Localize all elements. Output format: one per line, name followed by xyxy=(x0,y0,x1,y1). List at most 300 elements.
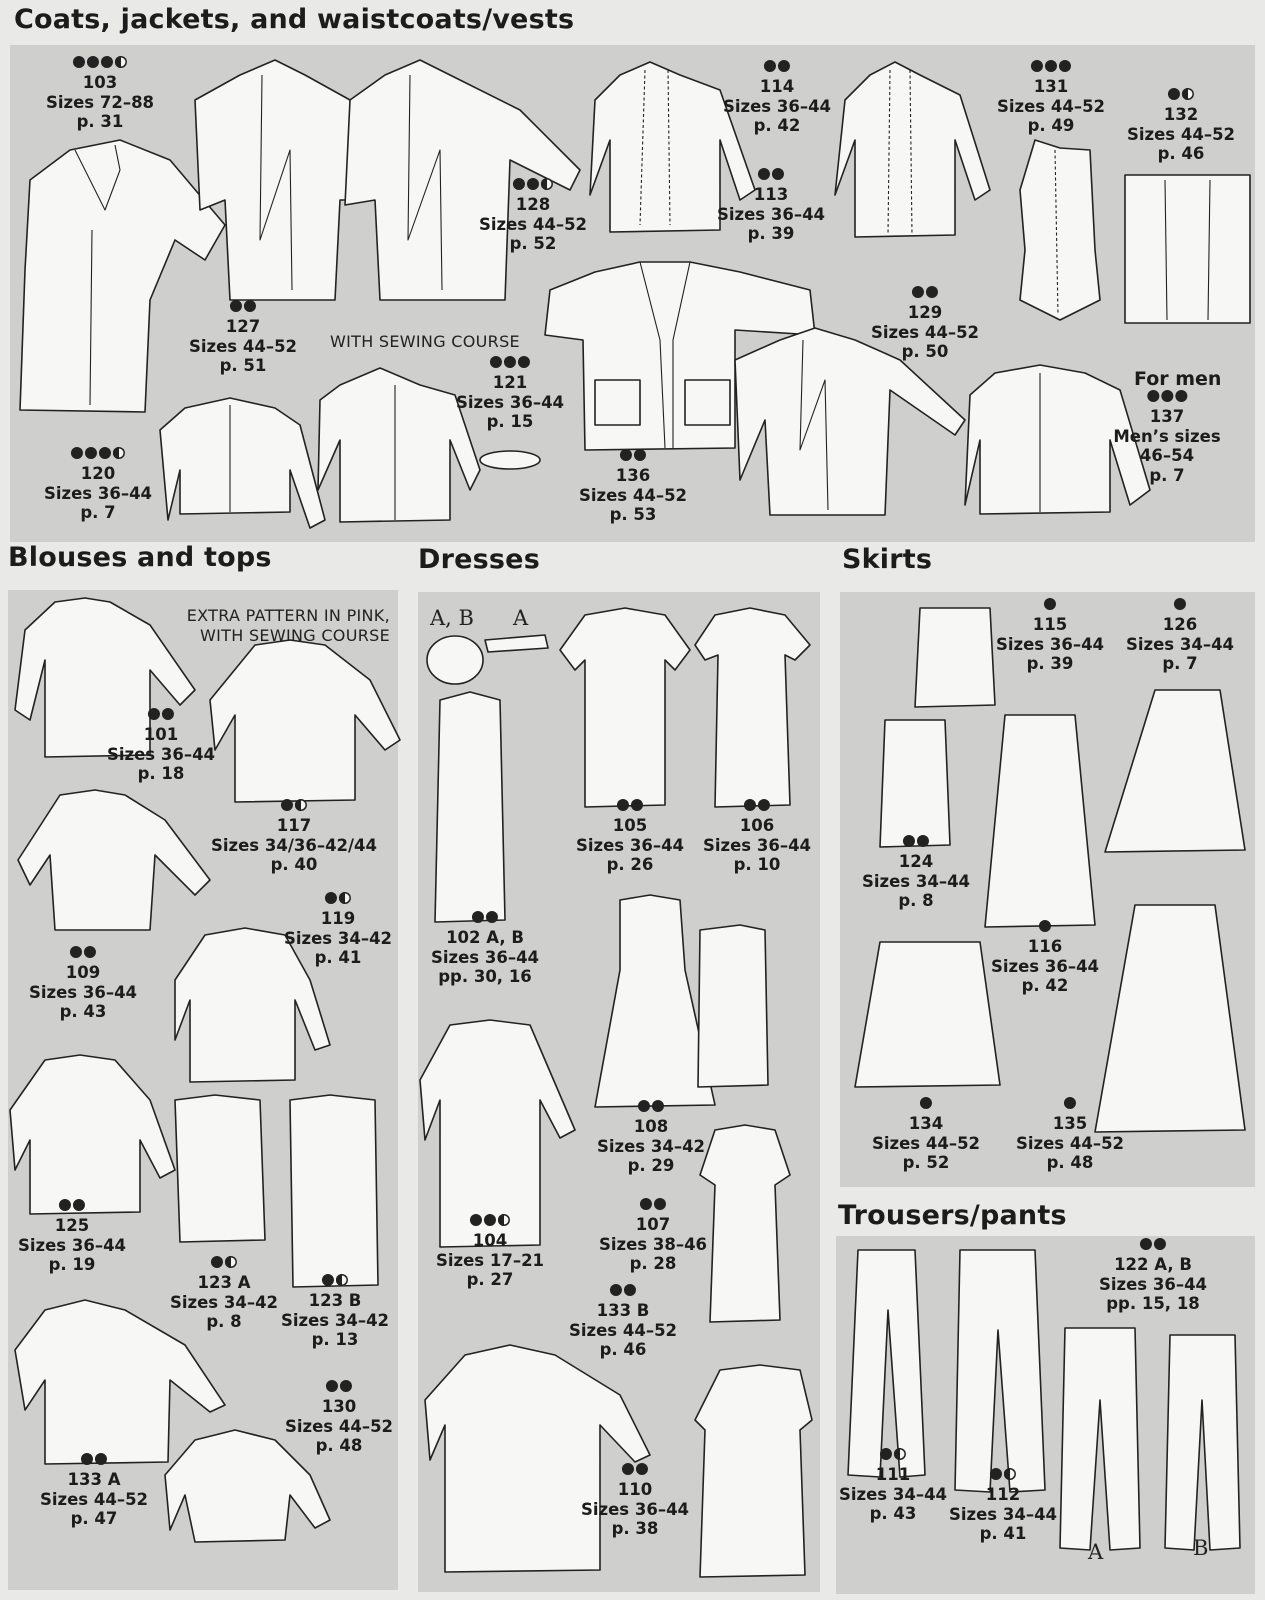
pattern-page: p. 31 xyxy=(76,112,124,131)
section-title-dresses: Dresses xyxy=(418,544,540,575)
pattern-number: 131 xyxy=(1033,77,1069,96)
dot-icon xyxy=(758,799,770,811)
pattern-sizes: Men’s sizes xyxy=(1113,426,1221,446)
half-dot-icon xyxy=(115,56,127,68)
dot-icon xyxy=(926,286,938,298)
dot-icon xyxy=(1175,390,1187,402)
difficulty-dots xyxy=(285,1380,393,1395)
dot-icon xyxy=(59,1199,71,1211)
pattern-number: 128 xyxy=(515,195,551,214)
difficulty-dots xyxy=(997,60,1105,75)
dot-icon xyxy=(1045,60,1057,72)
pattern-sizes: Sizes 36–44 xyxy=(1098,1274,1208,1294)
pattern-number: 102 A, B xyxy=(446,928,524,947)
difficulty-dots xyxy=(599,1198,707,1213)
pattern-badge-108 xyxy=(597,1100,705,1176)
pattern-page: p. 41 xyxy=(314,948,362,967)
pattern-sizes: Sizes 36–44 xyxy=(430,947,540,967)
difficulty-dots xyxy=(996,598,1104,613)
pattern-sizes: Sizes 44–52 xyxy=(188,336,298,356)
pattern-sizes: Sizes 34–44 xyxy=(1125,634,1235,654)
pattern-page: p. 28 xyxy=(629,1254,677,1273)
difficulty-dots xyxy=(576,799,684,814)
difficulty-dots xyxy=(431,911,539,926)
sketch-dress-106 xyxy=(695,608,810,807)
pattern-number: 133 B xyxy=(596,1301,650,1320)
pattern-sizes: Sizes 34–42 xyxy=(280,1310,390,1330)
half-dot-icon xyxy=(894,1448,906,1460)
difficulty-dots xyxy=(569,1284,677,1299)
sketch-jacket-120 xyxy=(160,398,325,528)
difficulty-dots xyxy=(284,892,392,907)
dot-icon xyxy=(622,1463,634,1475)
note-extra-pattern-line1: EXTRA PATTERN IN PINK, xyxy=(186,606,390,625)
pattern-page: p. 29 xyxy=(627,1156,675,1175)
dot-icon xyxy=(70,946,82,958)
dot-icon xyxy=(1039,920,1051,932)
pattern-sizes: Sizes 17–21 xyxy=(435,1250,545,1270)
pattern-badge-109 xyxy=(29,946,137,1022)
pattern-sizes: Sizes 38–46 xyxy=(598,1234,708,1254)
difficulty-dots xyxy=(436,1214,544,1229)
dot-icon xyxy=(634,449,646,461)
difficulty-dots xyxy=(991,920,1099,935)
sketch-dress-110b xyxy=(695,1365,812,1577)
dot-icon xyxy=(504,356,516,368)
pattern-sizes: Sizes 36–44 xyxy=(990,956,1100,976)
difficulty-dots xyxy=(1113,390,1220,405)
dot-icon xyxy=(1064,1097,1076,1109)
pattern-page: p. 38 xyxy=(611,1519,659,1538)
dot-icon xyxy=(610,1284,622,1296)
difficulty-dots xyxy=(581,1463,689,1478)
difficulty-dots xyxy=(723,60,831,75)
pattern-sizes: Sizes 44–52 xyxy=(1015,1133,1125,1153)
dot-icon xyxy=(912,286,924,298)
half-dot-icon xyxy=(339,892,351,904)
pattern-page: p. 40 xyxy=(270,855,318,874)
dot-icon xyxy=(470,1214,482,1226)
difficulty-dots xyxy=(1099,1238,1207,1253)
pattern-badge-131 xyxy=(997,60,1105,136)
sketch-top-125 xyxy=(10,1055,175,1214)
pattern-number: 129 xyxy=(907,303,943,322)
dot-icon xyxy=(490,356,502,368)
pattern-badge-105 xyxy=(576,799,684,875)
sketch-vest-131 xyxy=(1020,140,1100,320)
pattern-badge-130 xyxy=(285,1380,393,1456)
pattern-page: p. 48 xyxy=(315,1436,363,1455)
pattern-badge-101 xyxy=(107,708,215,784)
pattern-page: p. 46 xyxy=(1157,144,1205,163)
pattern-sizes: Sizes 34–44 xyxy=(838,1484,948,1504)
dot-icon xyxy=(162,708,174,720)
dot-icon xyxy=(1044,598,1056,610)
dot-icon xyxy=(1147,390,1159,402)
sketch-pants-122a xyxy=(1060,1328,1140,1550)
dot-icon xyxy=(527,178,539,190)
pattern-page: p. 47 xyxy=(70,1509,118,1528)
sketch-jacket-113 xyxy=(835,62,990,237)
pattern-number: 114 xyxy=(759,77,795,96)
pattern-badge-132 xyxy=(1127,88,1235,164)
pattern-sizes: Sizes 34–42 xyxy=(596,1136,706,1156)
pattern-badge-107 xyxy=(599,1198,707,1274)
dot-icon xyxy=(917,835,929,847)
difficulty-dots xyxy=(1127,88,1235,103)
pattern-number: 117 xyxy=(276,816,312,835)
pattern-page: p. 50 xyxy=(901,342,949,361)
dot-icon xyxy=(620,449,632,461)
section-title-skirts: Skirts xyxy=(842,544,933,575)
pattern-sizes: Sizes 44–52 xyxy=(578,485,688,505)
pattern-sizes: Sizes 36–44 xyxy=(455,392,565,412)
dot-icon xyxy=(638,1100,650,1112)
note-sewing-course: WITH SEWING COURSE xyxy=(330,332,520,351)
pattern-page: p. 43 xyxy=(59,1002,107,1021)
pattern-badge-104 xyxy=(436,1214,544,1290)
sketch-skirt-116 xyxy=(985,715,1095,927)
trousers-label-a: A xyxy=(1088,1540,1104,1564)
dress-label-a: A xyxy=(513,606,529,630)
pattern-number: 106 xyxy=(739,816,775,835)
dot-icon xyxy=(244,300,256,312)
difficulty-dots xyxy=(579,449,687,464)
pattern-sizes: Sizes 34–42 xyxy=(283,928,393,948)
dot-icon xyxy=(211,1256,223,1268)
sketch-top-123a xyxy=(175,1095,265,1242)
difficulty-dots xyxy=(170,1256,278,1271)
pattern-number: 101 xyxy=(143,725,179,744)
dot-icon xyxy=(640,1198,652,1210)
dot-icon xyxy=(654,1198,666,1210)
difficulty-dots xyxy=(871,286,979,301)
pattern-page: 46–54 xyxy=(1139,446,1195,465)
pattern-sizes: Sizes 44–52 xyxy=(284,1416,394,1436)
pattern-page: p. 26 xyxy=(606,855,654,874)
pattern-badge-127 xyxy=(189,300,297,376)
dot-icon xyxy=(81,1453,93,1465)
pattern-badge-113 xyxy=(717,168,825,244)
difficulty-dots xyxy=(281,1274,389,1289)
sketch-dress-104 xyxy=(420,1020,575,1247)
pattern-sizes: Sizes 34–42 xyxy=(169,1292,279,1312)
section-title-blouses: Blouses and tops xyxy=(8,542,272,573)
dot-icon xyxy=(1154,1238,1166,1250)
pattern-badge-134 xyxy=(872,1097,980,1173)
difficulty-dots xyxy=(703,799,811,814)
pattern-badge-121 xyxy=(456,356,564,432)
pattern-badge-106 xyxy=(703,799,811,875)
pattern-sizes: Sizes 44–52 xyxy=(478,214,588,234)
half-dot-icon xyxy=(295,799,307,811)
trousers-label-b: B xyxy=(1193,1536,1209,1560)
pattern-number: 110 xyxy=(617,1480,653,1499)
pattern-number: 119 xyxy=(320,909,356,928)
difficulty-dots xyxy=(40,1453,148,1468)
pattern-page: p. 42 xyxy=(1021,976,1069,995)
sketch-dress-102 xyxy=(435,692,505,922)
dot-icon xyxy=(340,1380,352,1392)
pattern-sizes: Sizes 44–52 xyxy=(870,322,980,342)
pattern-sizes: Sizes 36–44 xyxy=(575,835,685,855)
pattern-badge-122-a-b xyxy=(1099,1238,1207,1314)
pattern-number: 116 xyxy=(1027,937,1063,956)
pattern-sizes: Sizes 34–44 xyxy=(861,871,971,891)
dot-icon xyxy=(486,911,498,923)
pattern-page: pp. 15, 18 xyxy=(1106,1294,1200,1313)
pattern-number: 111 xyxy=(875,1465,911,1484)
pattern-number: 130 xyxy=(321,1397,357,1416)
difficulty-dots xyxy=(717,168,825,183)
dot-icon xyxy=(778,60,790,72)
dot-icon xyxy=(513,178,525,190)
pattern-page: p. 18 xyxy=(137,764,185,783)
difficulty-dots xyxy=(872,1097,980,1112)
pattern-number: 133 A xyxy=(67,1470,121,1489)
pattern-page: p. 15 xyxy=(486,412,534,431)
note-extra-pattern xyxy=(186,606,390,646)
pattern-page-ref: p. 7 xyxy=(1149,465,1185,485)
difficulty-dots xyxy=(1126,598,1234,613)
half-dot-icon xyxy=(113,447,125,459)
half-dot-icon xyxy=(498,1214,510,1226)
half-dot-icon xyxy=(541,178,553,190)
sketch-coat-128a xyxy=(195,60,360,300)
pattern-page: p. 39 xyxy=(747,224,795,243)
difficulty-dots xyxy=(211,799,377,814)
dot-icon xyxy=(631,799,643,811)
dot-icon xyxy=(326,1380,338,1392)
dot-icon xyxy=(764,60,776,72)
section-title-coats: Coats, jackets, and waistcoats/vests xyxy=(14,4,575,35)
difficulty-dots xyxy=(46,56,154,71)
pattern-badge-137 xyxy=(1113,390,1220,485)
pattern-number: 108 xyxy=(633,1117,669,1136)
pattern-sizes: Sizes 44–52 xyxy=(1126,124,1236,144)
pattern-badge-114 xyxy=(723,60,831,136)
pattern-badge-126 xyxy=(1126,598,1234,674)
dot-icon xyxy=(518,356,530,368)
sketch-collar-102 xyxy=(427,636,483,684)
pattern-sizes: Sizes 36–44 xyxy=(28,982,138,1002)
pattern-badge-119 xyxy=(284,892,392,968)
dot-icon xyxy=(230,300,242,312)
difficulty-dots xyxy=(597,1100,705,1115)
pattern-badge-112 xyxy=(949,1468,1057,1544)
dot-icon xyxy=(1059,60,1071,72)
pattern-number: 124 xyxy=(898,852,934,871)
pattern-sizes: Sizes 36–44 xyxy=(43,483,153,503)
pattern-badge-102-a-b xyxy=(431,911,539,987)
dot-icon xyxy=(71,447,83,459)
pattern-page: p. 46 xyxy=(599,1340,647,1359)
sketch-pants-112 xyxy=(955,1250,1045,1492)
pattern-number: 136 xyxy=(615,466,651,485)
pattern-sizes: Sizes 36–44 xyxy=(995,634,1105,654)
dot-icon xyxy=(484,1214,496,1226)
pattern-sizes: Sizes 44–52 xyxy=(871,1133,981,1153)
pattern-page: p. 8 xyxy=(898,891,934,910)
pattern-page: p. 53 xyxy=(609,505,657,524)
dot-icon xyxy=(85,447,97,459)
difficulty-dots xyxy=(862,835,970,850)
sketch-vest-132 xyxy=(1125,175,1250,323)
pattern-sizes: Sizes 34/36–42/44 xyxy=(210,835,378,855)
pattern-page: p. 7 xyxy=(1162,654,1198,673)
pattern-page: pp. 30, 16 xyxy=(438,967,532,986)
sketch-skirt-134 xyxy=(855,942,1000,1087)
dot-icon xyxy=(1174,598,1186,610)
difficulty-dots xyxy=(479,178,587,193)
dress-label-ab: A, B xyxy=(430,606,474,630)
pattern-number: 125 xyxy=(54,1216,90,1235)
pattern-sizes: Sizes 44–52 xyxy=(39,1489,149,1509)
difficulty-dots xyxy=(44,447,152,462)
pattern-number: 121 xyxy=(492,373,528,392)
pattern-number: 134 xyxy=(908,1114,944,1133)
dot-icon xyxy=(325,892,337,904)
sketch-dress-133b xyxy=(700,1125,790,1322)
dot-icon xyxy=(472,911,484,923)
pattern-badge-111 xyxy=(839,1448,947,1524)
difficulty-dots xyxy=(1016,1097,1124,1112)
pattern-number: 127 xyxy=(225,317,261,336)
half-dot-icon xyxy=(336,1274,348,1286)
pattern-badge-129 xyxy=(871,286,979,362)
dot-icon xyxy=(99,447,111,459)
dot-icon xyxy=(281,799,293,811)
dot-icon xyxy=(1168,88,1180,100)
dot-icon xyxy=(73,1199,85,1211)
section-title-trousers: Trousers/pants xyxy=(838,1200,1067,1231)
dot-icon xyxy=(758,168,770,180)
pattern-badge-124 xyxy=(862,835,970,911)
pattern-page: p. 49 xyxy=(1027,116,1075,135)
pattern-badge-136 xyxy=(579,449,687,525)
pattern-number: 126 xyxy=(1162,615,1198,634)
pattern-page: p. 39 xyxy=(1026,654,1074,673)
dot-icon xyxy=(101,56,113,68)
difficulty-dots xyxy=(189,300,297,315)
difficulty-dots xyxy=(29,946,137,961)
sketch-blouse-109 xyxy=(18,790,210,930)
pattern-number: 122 A, B xyxy=(1114,1255,1192,1274)
half-dot-icon xyxy=(1182,88,1194,100)
pattern-number: 123 B xyxy=(308,1291,362,1310)
pattern-number: 123 A xyxy=(197,1273,251,1292)
label-for-men: For men xyxy=(1134,368,1222,390)
sketch-dress-108 xyxy=(595,895,715,1107)
pattern-sizes: Sizes 36–44 xyxy=(716,204,826,224)
difficulty-dots xyxy=(949,1468,1057,1483)
pattern-number: 107 xyxy=(635,1215,671,1234)
pattern-page: p. 52 xyxy=(509,234,557,253)
pattern-page: p. 52 xyxy=(902,1153,950,1172)
pattern-number: 112 xyxy=(985,1485,1021,1504)
pattern-page: p. 43 xyxy=(869,1504,917,1523)
pattern-page: p. 7 xyxy=(80,503,116,522)
pattern-sizes: Sizes 36–44 xyxy=(106,744,216,764)
dot-icon xyxy=(744,799,756,811)
pattern-badge-115 xyxy=(996,598,1104,674)
pattern-badge-116 xyxy=(991,920,1099,996)
note-extra-pattern-line2: WITH SEWING COURSE xyxy=(200,626,390,645)
pattern-page: p. 51 xyxy=(219,356,267,375)
dot-icon xyxy=(617,799,629,811)
pattern-number: 113 xyxy=(753,185,789,204)
pattern-number: 137 xyxy=(1149,407,1185,426)
sketch-skirt-115 xyxy=(915,608,995,707)
pattern-badge-133-a xyxy=(40,1453,148,1529)
pattern-number: 132 xyxy=(1163,105,1199,124)
pattern-number: 103 xyxy=(82,73,118,92)
pattern-sizes: Sizes 36–44 xyxy=(722,96,832,116)
pattern-sizes: Sizes 72–88 xyxy=(45,92,155,112)
dot-icon xyxy=(84,946,96,958)
pattern-number: 105 xyxy=(612,816,648,835)
difficulty-dots xyxy=(18,1199,126,1214)
dot-icon xyxy=(880,1448,892,1460)
half-dot-icon xyxy=(1004,1468,1016,1480)
pattern-page: p. 27 xyxy=(466,1270,514,1289)
pattern-badge-123-a xyxy=(170,1256,278,1332)
pattern-number: 109 xyxy=(65,963,101,982)
sketch-top-123b xyxy=(290,1095,378,1287)
dot-icon xyxy=(652,1100,664,1112)
dot-icon xyxy=(920,1097,932,1109)
sketch-pants-111 xyxy=(848,1250,925,1477)
sketch-skirt-126 xyxy=(1105,690,1245,852)
pattern-page: p. 19 xyxy=(48,1255,96,1274)
sketch-belt-102 xyxy=(485,635,548,652)
pattern-sizes: Sizes 44–52 xyxy=(568,1320,678,1340)
pattern-number: 115 xyxy=(1032,615,1068,634)
dot-icon xyxy=(1140,1238,1152,1250)
dot-icon xyxy=(148,708,160,720)
difficulty-dots xyxy=(107,708,215,723)
pattern-page: p. 42 xyxy=(753,116,801,135)
pattern-badge-117 xyxy=(211,799,377,875)
dot-icon xyxy=(1031,60,1043,72)
sketch-slip-107 xyxy=(698,925,768,1087)
pattern-page: p. 8 xyxy=(206,1312,242,1331)
pattern-badge-123-b xyxy=(281,1274,389,1350)
dot-icon xyxy=(95,1453,107,1465)
pattern-number: 120 xyxy=(80,464,116,483)
pattern-sizes: Sizes 36–44 xyxy=(580,1499,690,1519)
pattern-badge-125 xyxy=(18,1199,126,1275)
difficulty-dots xyxy=(456,356,564,371)
pattern-sizes: Sizes 36–44 xyxy=(17,1235,127,1255)
sketch-pants-122b xyxy=(1165,1335,1240,1550)
dot-icon xyxy=(73,56,85,68)
pattern-page: p. 41 xyxy=(979,1524,1027,1543)
pattern-page: p. 10 xyxy=(733,855,781,874)
dot-icon xyxy=(624,1284,636,1296)
pattern-number: 135 xyxy=(1052,1114,1088,1133)
dot-icon xyxy=(322,1274,334,1286)
pattern-badge-133-b xyxy=(569,1284,677,1360)
sketch-dress-105 xyxy=(560,608,690,807)
dot-icon xyxy=(772,168,784,180)
pattern-badge-110 xyxy=(581,1463,689,1539)
dot-icon xyxy=(903,835,915,847)
pattern-badge-135 xyxy=(1016,1097,1124,1173)
dot-icon xyxy=(990,1468,1002,1480)
pattern-sizes: Sizes 34–44 xyxy=(948,1504,1058,1524)
pattern-badge-103 xyxy=(46,56,154,132)
